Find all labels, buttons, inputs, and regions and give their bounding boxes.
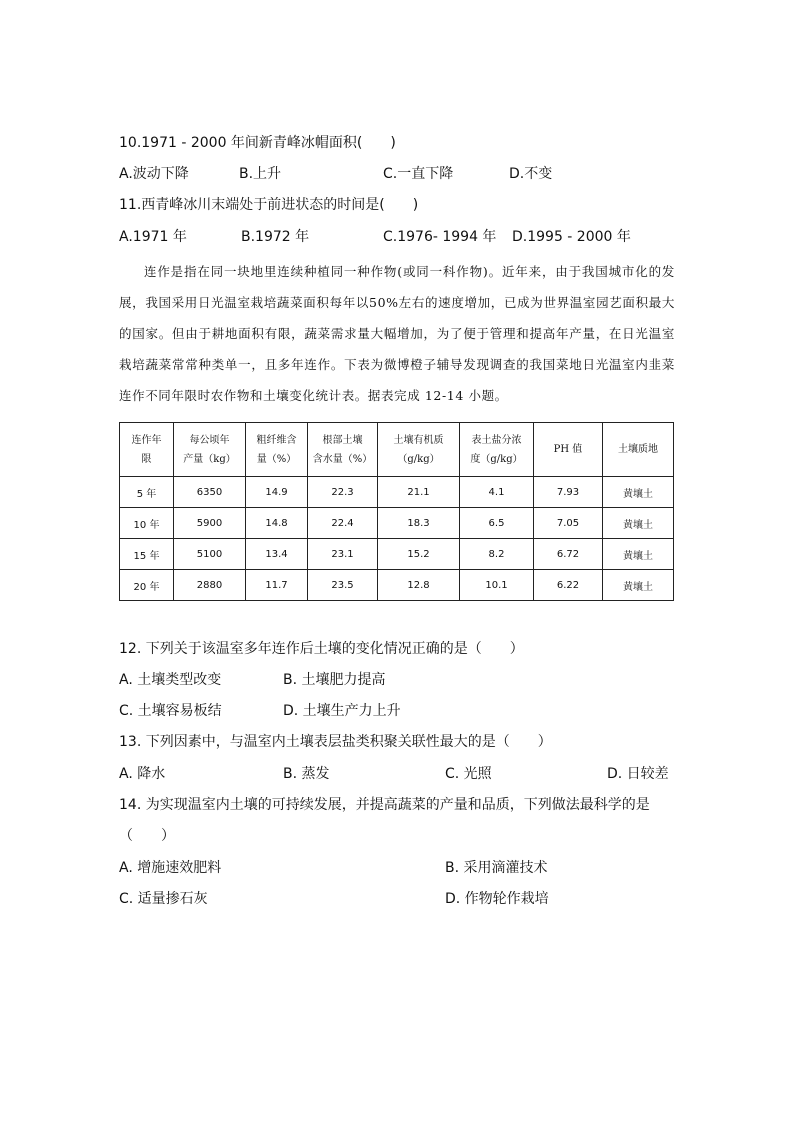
table-cell: 15.2 [378, 539, 460, 570]
question-13-option-b: B. 蒸发 [283, 766, 330, 782]
table-cell: 12.8 [378, 570, 460, 601]
question-14-option-b: B. 采用滴灌技术 [445, 860, 548, 876]
table-cell: 21.1 [378, 477, 460, 508]
header-cell: 连作年 限 [120, 423, 174, 477]
question-12-stem: 12. 下列关于该温室多年连作后土壤的变化情况正确的是（ ） [119, 641, 524, 657]
table-row [120, 508, 674, 539]
table-cell: 5900 [174, 508, 246, 539]
header-cell: 表土盐分浓 度（g/kg） [460, 423, 534, 477]
question-10-stem: 10.1971 - 2000 年间新青峰冰帽面积( ) [119, 135, 396, 151]
table-row [120, 570, 674, 601]
table-cell: 7.93 [534, 477, 603, 508]
table-cell: 黄壤土 [603, 539, 674, 570]
table-cell: 18.3 [378, 508, 460, 539]
table-cell: 22.3 [308, 477, 378, 508]
table-cell: 11.7 [246, 570, 308, 601]
table-cell: 6.22 [534, 570, 603, 601]
question-12-option-a: A. 土壤类型改变 [119, 672, 222, 688]
table-cell: 6350 [174, 477, 246, 508]
table-cell: 20 年 [120, 570, 174, 601]
table-cell: 黄壤土 [603, 508, 674, 539]
question-12-option-c: C. 土壤容易板结 [119, 703, 222, 719]
table-cell: 2880 [174, 570, 246, 601]
table-cell: 6.72 [534, 539, 603, 570]
question-11-option-c: C.1976- 1994 年 [383, 229, 497, 245]
table-row [120, 477, 674, 508]
question-11-option-d: D.1995 - 2000 年 [512, 229, 631, 245]
table-header-row [120, 423, 674, 477]
table-cell: 10 年 [120, 508, 174, 539]
question-13-stem: 13. 下列因素中，与温室内土壤表层盐类积聚关联性最大的是（ ） [119, 734, 552, 750]
table-cell: 22.4 [308, 508, 378, 539]
question-12-option-d: D. 土壤生产力上升 [283, 703, 401, 719]
question-11-stem: 11.西青峰冰川末端处于前进状态的时间是( ) [119, 197, 419, 213]
table-cell: 14.8 [246, 508, 308, 539]
table-cell: 15 年 [120, 539, 174, 570]
question-13-option-d: D. 日较差 [607, 766, 669, 782]
header-cell: 每公顷年 产量（kg） [174, 423, 246, 477]
table-cell: 6.5 [460, 508, 534, 539]
question-14-answer-bracket: （ ） [119, 828, 175, 844]
question-13-option-a: A. 降水 [119, 766, 166, 782]
table-cell: 14.9 [246, 477, 308, 508]
question-14-stem: 14. 为实现温室内土壤的可持续发展，并提高蔬菜的产量和品质，下列做法最科学的是 [119, 797, 650, 813]
table-cell: 23.1 [308, 539, 378, 570]
question-14-option-c: C. 适量掺石灰 [119, 891, 208, 907]
table-cell: 5 年 [120, 477, 174, 508]
table-cell: 7.05 [534, 508, 603, 539]
question-12-option-b: B. 土壤肥力提高 [283, 672, 386, 688]
question-10-option-a: A.波动下降 [119, 166, 189, 182]
table-cell: 4.1 [460, 477, 534, 508]
table-row [120, 539, 674, 570]
table-cell: 10.1 [460, 570, 534, 601]
passage-text: 连作是指在同一块地里连续种植同一种作物(或同一科作物)。近年来，由于我国城市化的发展，我国采用日光温室栽培蔬菜面积每年以50%左右的速度增加，已成为世界温室园艺面积最大的国家。但由于耕地面积有限，蔬菜需求量大幅增加，为了便于管理和提高年产量，在日光温室栽培蔬菜常常种类单一，且多年连作。下表为微博橙子辅导发现调查的我国菜地日光温室内韭菜连作不同年限时农作物和土壤变化统计表。据表完成 12-14 小题。 [119, 264, 675, 403]
table-cell: 黄壤土 [603, 570, 674, 601]
question-11-option-b: B.1972 年 [241, 229, 310, 245]
question-14-option-a: A. 增施速效肥料 [119, 860, 222, 876]
table-cell: 黄壤土 [603, 477, 674, 508]
header-cell: 根部土壤 含水量（%） [308, 423, 378, 477]
soil-change-table [119, 422, 674, 601]
header-cell: PH 值 [534, 423, 603, 477]
header-cell: 土壤有机质 （g/kg） [378, 423, 460, 477]
question-10-option-b: B.上升 [239, 166, 282, 182]
question-10-option-d: D.不变 [509, 166, 553, 182]
table-cell: 13.4 [246, 539, 308, 570]
question-14-option-d: D. 作物轮作栽培 [445, 891, 549, 907]
question-10-option-c: C.一直下降 [383, 166, 454, 182]
table-cell: 23.5 [308, 570, 378, 601]
table-cell: 5100 [174, 539, 246, 570]
question-13-option-c: C. 光照 [445, 766, 492, 782]
header-cell: 土壤质地 [603, 423, 674, 477]
question-11-option-a: A.1971 年 [119, 229, 187, 245]
table-cell: 8.2 [460, 539, 534, 570]
header-cell: 粗纤维含 量（%） [246, 423, 308, 477]
